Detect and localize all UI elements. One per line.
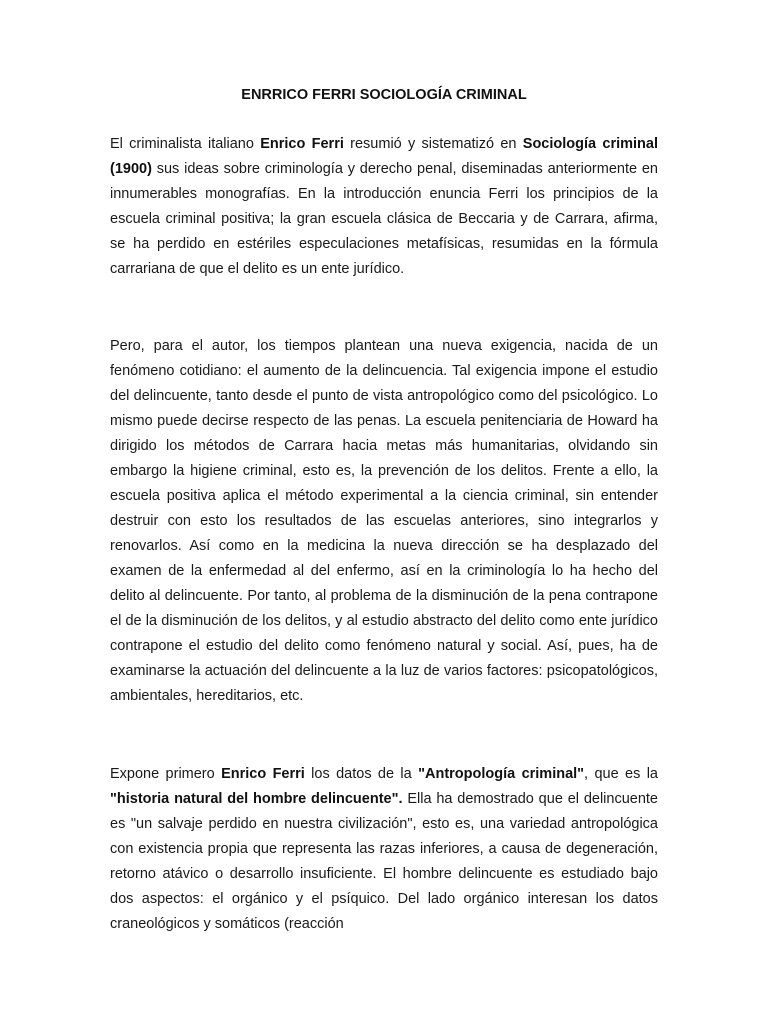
text-run: sus ideas sobre criminología y derecho penal, diseminadas anteriormente en innumerables monografías. En la introducción enuncia Ferri los principios de la escuela criminal positiva; la gran escuela clásica de Beccaria y de Carrara, afirma, se ha perdido en estériles especulaciones metafísicas, resumidas en la fórmula carrariana de que el delito es un ente jurídico.: [110, 161, 658, 277]
text-run: Pero, para el autor, los tiempos plantean una nueva exigencia, nacida de un fenómeno cotidiano: el aumento de la delincuencia. Tal exigencia impone el estudio del delincuente, tanto desde el punto de vista antropológico como del psicológico. Lo mismo puede decirse respecto de las penas. La escuela penitenciaria de Howard ha dirigido los métodos de Carrara hacia metas más humanitarias, olvidando sin embargo la higiene criminal, esto es, la prevención de los delitos. Frente a ello, la escuela positiva aplica el método experimental a la ciencia criminal, sin entender destruir con esto los resultados de las escuelas anteriores, sino integrarlos y renovarlos. Así como en la medicina la nueva dirección se ha desplazado del examen de la enfermedad al del enfermo, así en la criminología lo ha hecho del delito al delincuente. Por tanto, al problema de la disminución de la pena contrapone el de la disminución de los delitos, y al estudio abstracto del delito como ente jurídico contrapone el estudio del delito como fenómeno natural y social. Así, pues, ha de examinarse la actuación del delincuente a la luz de varios factores: psicopatológicos, ambientales, hereditarios, etc.: [110, 338, 658, 704]
text-run: Ella ha demostrado que el delincuente es "un salvaje perdido en nuestra civilización", esto es, una variedad antropológica con existencia propia que representa las razas inferiores, a causa de degeneración, retorno atávico o desarrollo insuficiente. El hombre delincuente es estudiado bajo dos aspectos: el orgánico y el psíquico. Del lado orgánico interesan los datos craneológicos y somáticos (reacción: [110, 791, 658, 932]
text-run: resumió y sistematizó en: [343, 136, 523, 152]
paragraph-1: [110, 132, 658, 282]
bold-text-run: "Antropología criminal": [418, 766, 585, 782]
text-run: los datos de la: [304, 766, 419, 782]
document-title: ENRRICO FERRI SOCIOLOGÍA CRIMINAL: [241, 87, 527, 103]
bold-text-run: "historia natural del hombre delincuente".: [110, 791, 403, 807]
text-run: , que es la: [584, 766, 658, 782]
text-run: El criminalista italiano: [110, 136, 261, 152]
bold-text-run: Enrico Ferri: [221, 766, 305, 782]
bold-text-run: Enrico Ferri: [260, 136, 344, 152]
bold-text-run: Sociología criminal (1900): [110, 136, 658, 177]
paragraph-3: [110, 762, 658, 937]
paragraph-2: [110, 334, 658, 709]
text-run: Expone primero: [110, 766, 222, 782]
